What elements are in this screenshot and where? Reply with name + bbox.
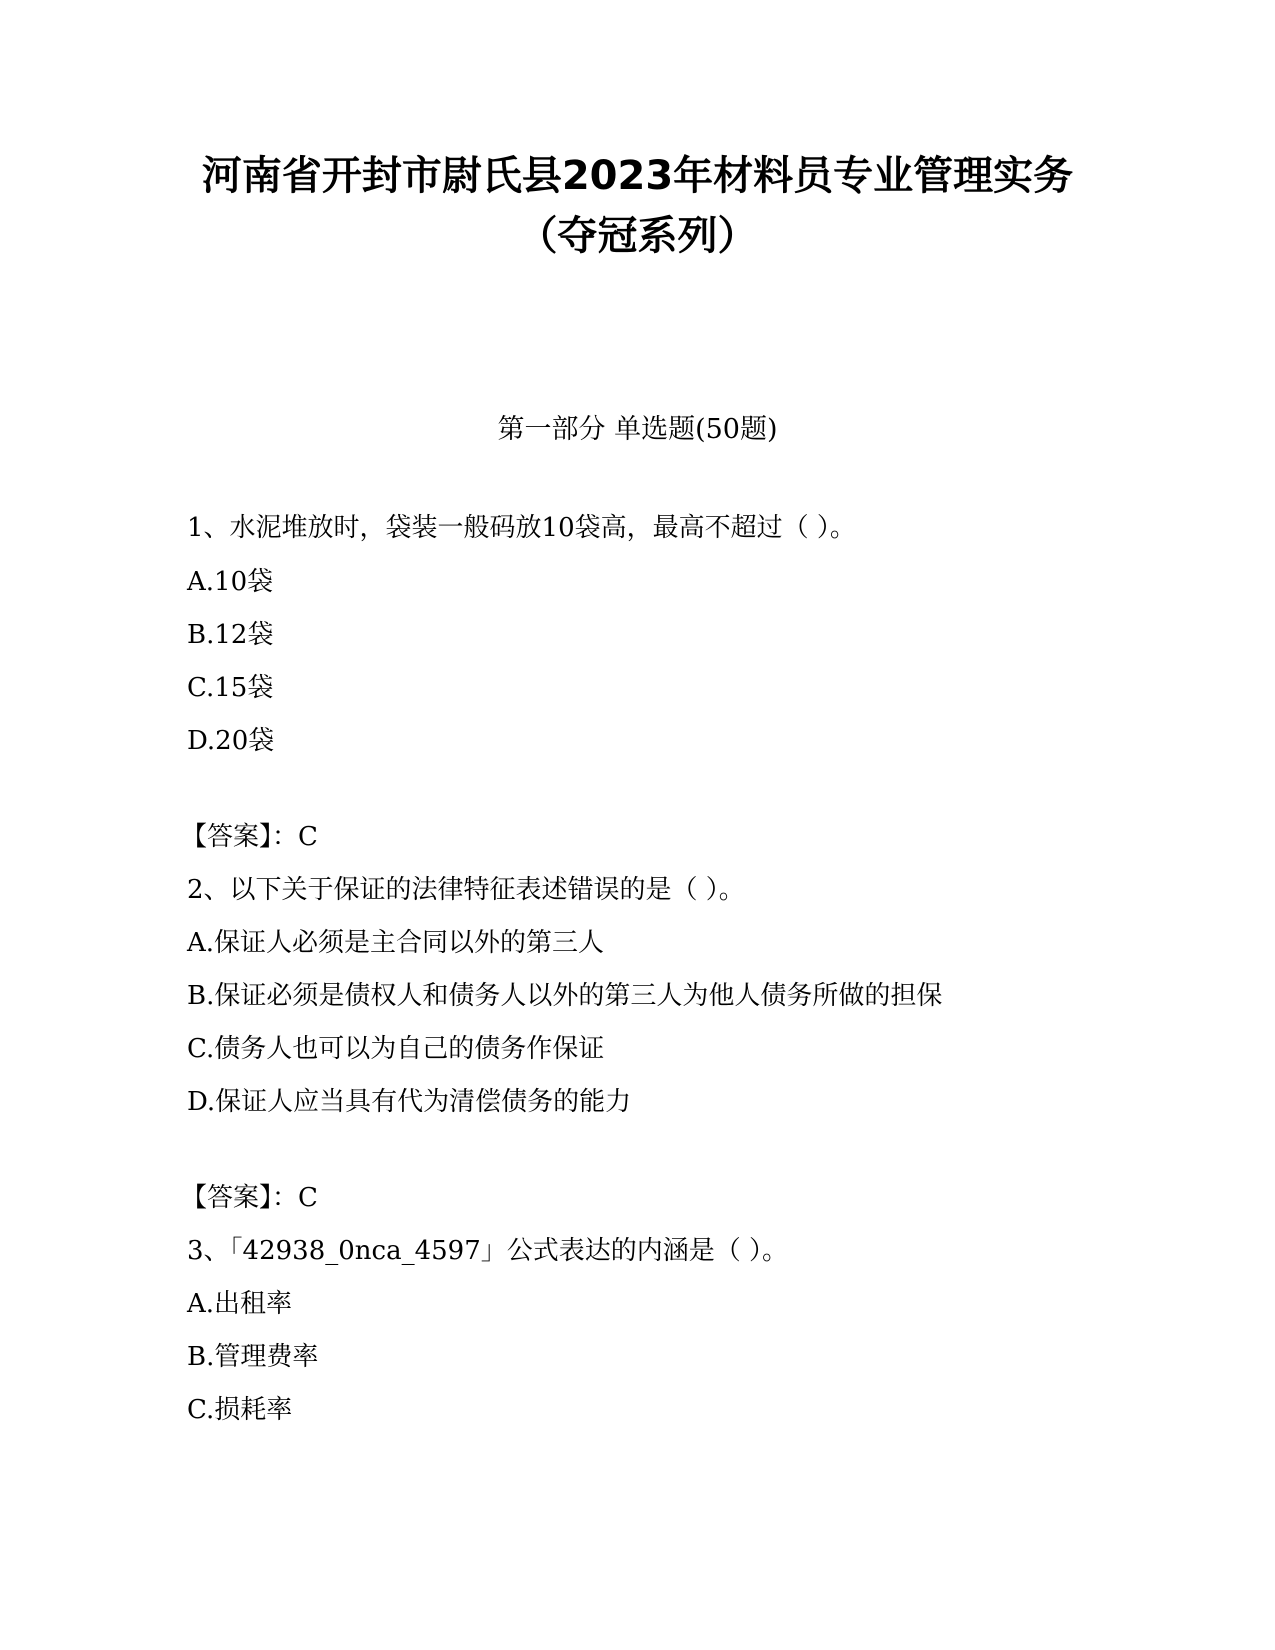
question-3-stem: 3、「42938_0nca_4597」公式表达的内涵是（ ）。 [187,1236,789,1266]
question-3-option-b: B.管理费率 [187,1342,319,1372]
section-heading: 第一部分 单选题(50题) [497,414,778,445]
question-2-stem: 2、以下关于保证的法律特征表述错误的是（ ）。 [187,875,745,905]
question-2-answer: 【答案】：C [181,1183,318,1213]
document-title-line-1: 河南省开封市尉氏县2023年材料员专业管理实务 [201,153,1074,199]
question-1-option-a: A.10袋 [187,567,274,597]
question-2-option-a: A.保证人必须是主合同以外的第三人 [187,928,605,958]
question-2-option-c: C.债务人也可以为自己的债务作保证 [187,1034,605,1064]
question-1-stem: 1、水泥堆放时，袋装一般码放10袋高，最高不超过（ ）。 [187,513,856,543]
question-2-option-b: B.保证必须是债权人和债务人以外的第三人为他人债务所做的担保 [187,981,943,1011]
question-3-option-c: C.损耗率 [187,1395,293,1425]
question-1-option-c: C.15袋 [187,673,274,703]
question-1-option-b: B.12袋 [187,620,274,650]
document-title-line-2: （夺冠系列） [517,213,758,259]
question-3-option-a: A.出租率 [187,1289,293,1319]
question-2-option-d: D.保证人应当具有代为清偿债务的能力 [187,1087,632,1117]
question-1-option-d: D.20袋 [187,726,275,756]
question-1-answer: 【答案】：C [181,822,318,852]
